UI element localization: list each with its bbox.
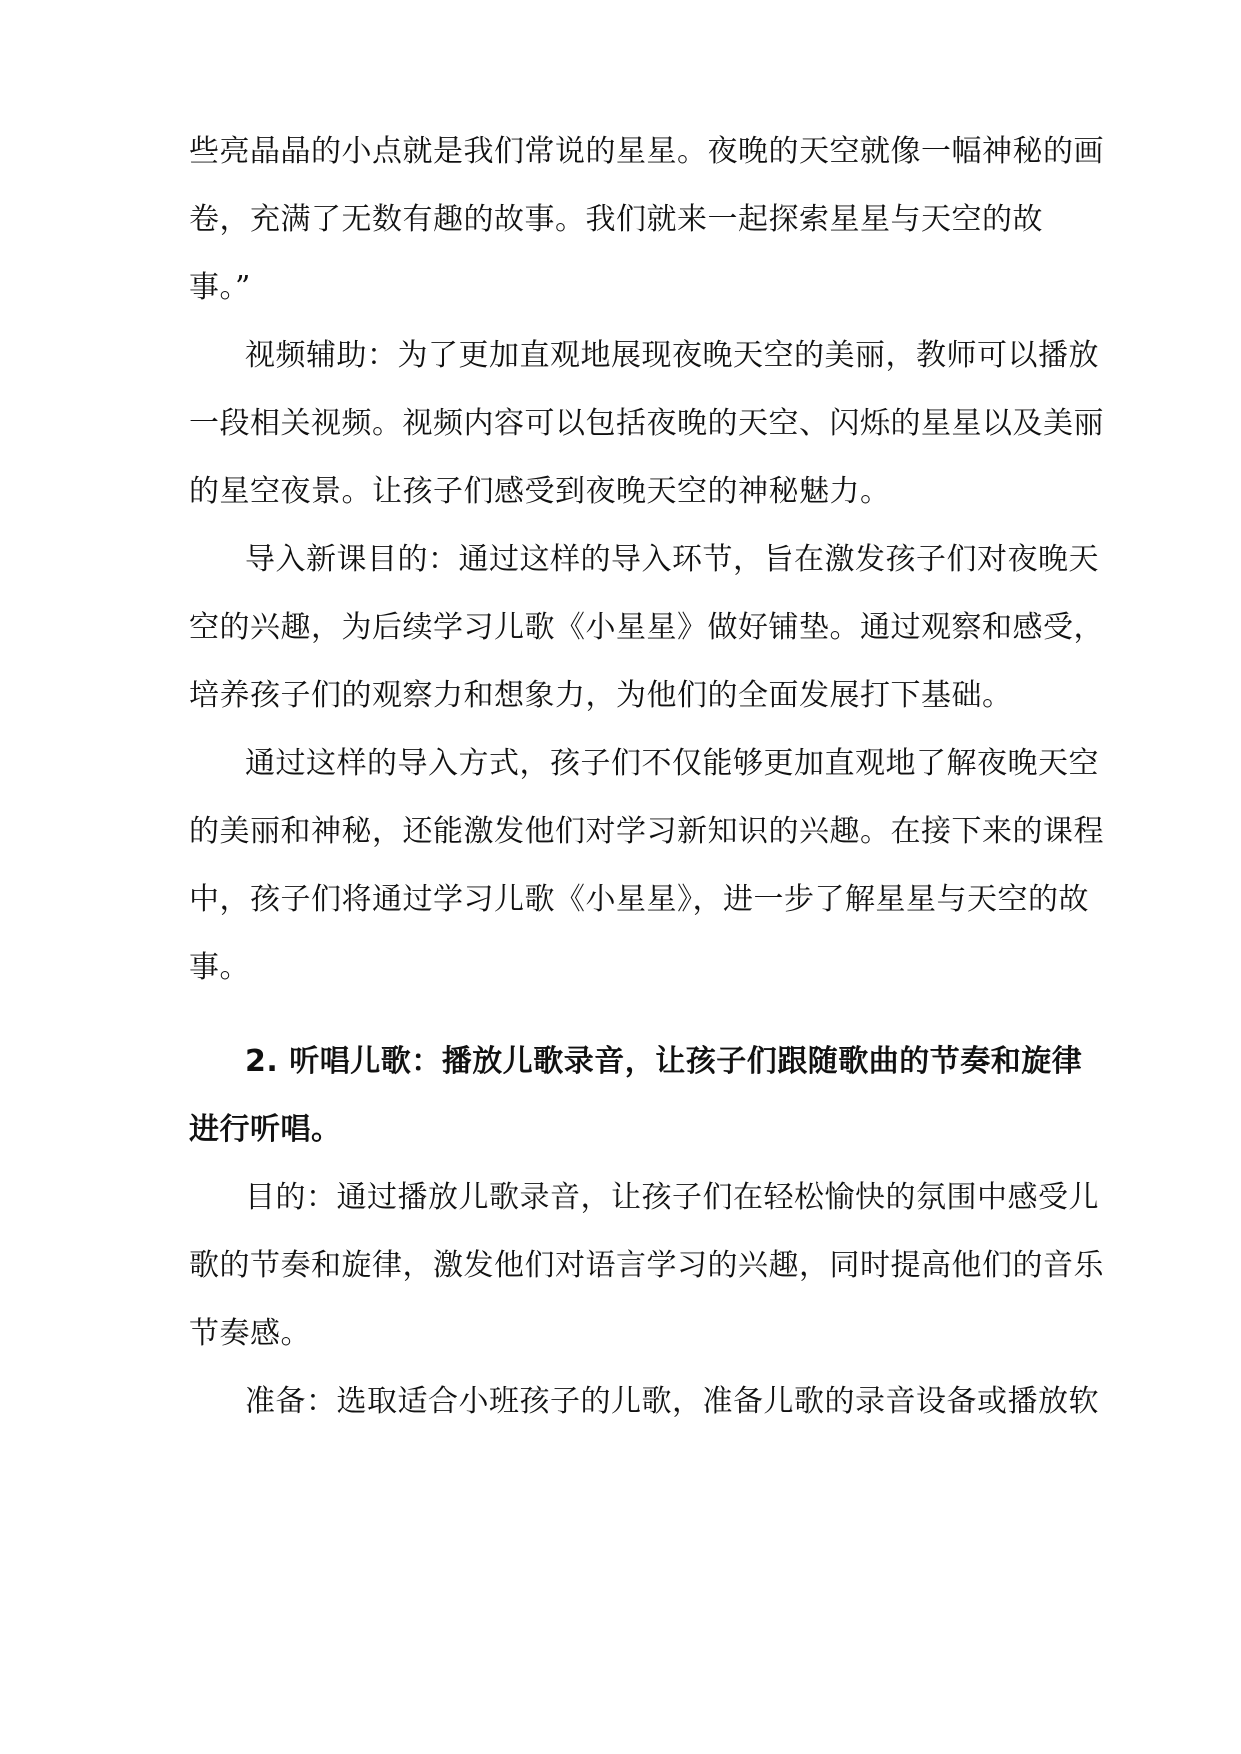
paragraph-line: 些亮晶晶的小点就是我们常说的星星。夜晚的天空就像一幅神秘的画 (189, 134, 1104, 169)
paragraph-line: 中，孩子们将通过学习儿歌《小星星》，进一步了解星星与天空的故 (189, 882, 1089, 917)
paragraph-line: 通过这样的导入方式，孩子们不仅能够更加直观地了解夜晚天空 (245, 746, 1099, 781)
paragraph-line: 事。 (189, 950, 250, 985)
paragraph-line: 节奏感。 (189, 1316, 311, 1351)
paragraph-line: 歌的节奏和旋律，激发他们对语言学习的兴趣，同时提高他们的音乐 (189, 1248, 1104, 1283)
paragraph-line: 事。” (189, 270, 251, 305)
paragraph-line: 目的：通过播放儿歌录音，让孩子们在轻松愉快的氛围中感受儿 (245, 1180, 1099, 1215)
paragraph-line: 培养孩子们的观察力和想象力，为他们的全面发展打下基础。 (189, 678, 1013, 713)
paragraph-line: 导入新课目的：通过这样的导入环节，旨在激发孩子们对夜晚天 (245, 542, 1099, 577)
paragraph-line: 的星空夜景。让孩子们感受到夜晚天空的神秘魅力。 (189, 474, 891, 509)
paragraph-line: 的美丽和神秘，还能激发他们对学习新知识的兴趣。在接下来的课程 (189, 814, 1104, 849)
paragraph-line: 卷，充满了无数有趣的故事。我们就来一起探索星星与天空的故 (189, 202, 1043, 237)
paragraph-line: 一段相关视频。视频内容可以包括夜晚的天空、闪烁的星星以及美丽 (189, 406, 1104, 441)
section-heading: 进行听唱。 (189, 1112, 342, 1147)
paragraph-line: 准备：选取适合小班孩子的儿歌，准备儿歌的录音设备或播放软 (245, 1384, 1099, 1419)
paragraph-line: 空的兴趣，为后续学习儿歌《小星星》做好铺垫。通过观察和感受， (189, 610, 1104, 645)
paragraph-line: 视频辅助：为了更加直观地展现夜晚天空的美丽，教师可以播放 (245, 338, 1099, 373)
section-heading: 2. 听唱儿歌：播放儿歌录音，让孩子们跟随歌曲的节奏和旋律 (245, 1044, 1083, 1079)
